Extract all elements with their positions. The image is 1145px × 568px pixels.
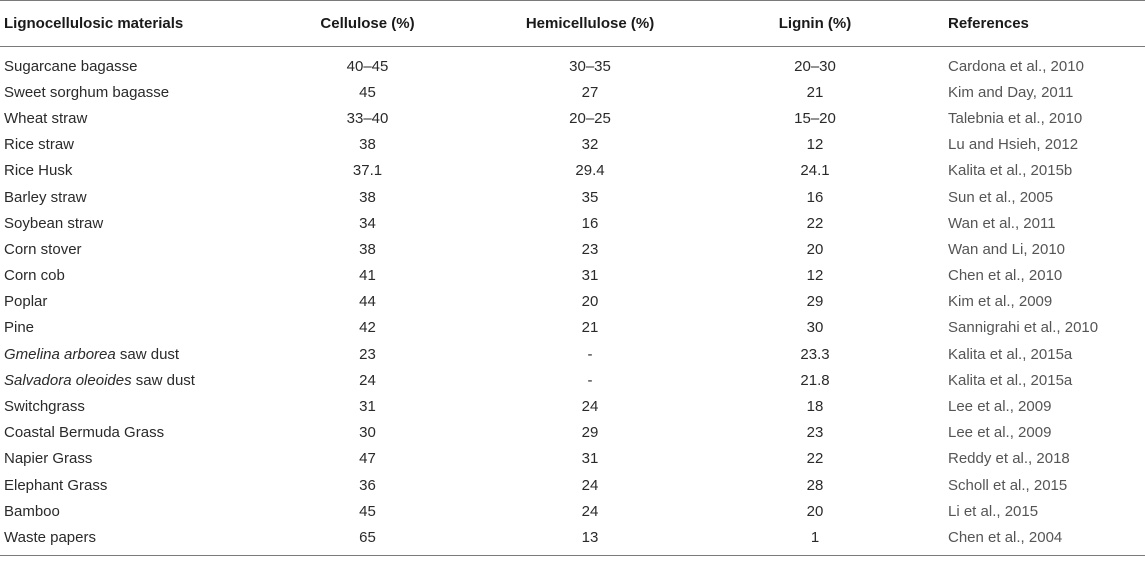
cell-cellulose: 38 (359, 188, 376, 206)
cell-material: Napier Grass (4, 450, 93, 468)
cell-hemicellulose: 13 (581, 528, 599, 546)
table-body (0, 47, 1145, 556)
cell-cellulose: 45 (359, 83, 376, 101)
cell-hemicellulose: 31 (581, 450, 599, 468)
table-row (0, 47, 1145, 80)
cell-hemicellulose: 27 (581, 83, 599, 101)
table-row (0, 498, 1145, 524)
cell-lignin: 15–20 (794, 109, 836, 127)
header-row (0, 1, 1145, 47)
cell-lignin: 20–30 (794, 57, 836, 75)
cell-reference: Chen et al., 2004 (948, 528, 1063, 546)
cell-reference: Chen et al., 2010 (948, 267, 1063, 285)
cell-reference: Lee et al., 2009 (948, 398, 1052, 416)
cell-material: Sweet sorghum bagasse (4, 83, 170, 101)
cell-lignin: 22 (806, 450, 824, 468)
cell-lignin: 22 (806, 214, 824, 232)
species-name: Gmelina arborea (4, 345, 116, 363)
table-row (0, 236, 1145, 262)
cell-lignin: 21 (806, 83, 824, 101)
table-row (0, 472, 1145, 498)
cell-material: Wheat straw (4, 109, 88, 127)
cell-reference: Lu and Hsieh, 2012 (948, 136, 1079, 154)
cell-cellulose: 44 (359, 293, 376, 311)
cell-hemicellulose: 20–25 (569, 109, 611, 127)
cell-cellulose: 40–45 (346, 57, 389, 75)
cell-reference: Reddy et al., 2018 (948, 450, 1070, 468)
table-row (0, 289, 1145, 315)
cell-cellulose: 37.1 (352, 162, 383, 180)
cell-lignin: 30 (806, 319, 824, 337)
table-row (0, 158, 1145, 184)
cell-material: Soybean straw (4, 214, 104, 232)
cell-lignin: 28 (806, 476, 824, 494)
cell-lignin: 23.3 (800, 345, 830, 363)
cell-lignin: 29 (806, 293, 824, 311)
cell-cellulose: 42 (359, 319, 376, 337)
header-material: Lignocellulosic materials (4, 15, 184, 32)
cell-reference: Sun et al., 2005 (948, 188, 1054, 206)
cell-hemicellulose: 31 (581, 267, 599, 285)
header-hemicellulose: Hemicellulose (%) (525, 15, 655, 32)
cell-reference: Talebnia et al., 2010 (948, 109, 1083, 127)
material-suffix: saw dust (131, 371, 195, 389)
cell-hemicellulose: 24 (581, 398, 599, 416)
cell-reference: Wan et al., 2011 (948, 214, 1056, 232)
cell-cellulose: 38 (359, 136, 376, 154)
cell-lignin: 1 (810, 528, 820, 546)
cell-material: Switchgrass (4, 398, 85, 416)
cell-material: Sugarcane bagasse (4, 57, 138, 75)
cell-cellulose: 45 (359, 502, 376, 520)
header-cellulose: Cellulose (%) (320, 15, 415, 32)
cell-material: Poplar (4, 293, 48, 311)
cell-cellulose: 24 (359, 371, 376, 389)
cell-hemicellulose: 30–35 (569, 57, 611, 75)
cell-reference: Kalita et al., 2015b (948, 162, 1073, 180)
cell-reference: Kim and Day, 2011 (948, 83, 1074, 101)
cell-cellulose: 33–40 (346, 109, 389, 127)
cell-lignin: 24.1 (800, 162, 830, 180)
table-row (0, 263, 1145, 289)
cell-lignin: 12 (806, 267, 824, 285)
cell-material: Pine (4, 319, 35, 337)
cell-lignin: 23 (806, 424, 824, 442)
cell-reference: Kalita et al., 2015a (948, 345, 1073, 363)
cell-hemicellulose: 24 (581, 476, 599, 494)
cell-hemicellulose: 23 (581, 240, 599, 258)
cell-hemicellulose: 20 (581, 293, 599, 311)
cell-material: Bamboo (4, 502, 60, 520)
cell-material: Rice Husk (4, 162, 73, 180)
cell-lignin: 18 (806, 398, 824, 416)
cell-hemicellulose: 24 (581, 502, 599, 520)
cell-lignin: 16 (806, 188, 824, 206)
cell-reference: Scholl et al., 2015 (948, 476, 1068, 494)
cell-lignin: 20 (806, 240, 824, 258)
cell-lignin: 12 (806, 136, 824, 154)
header-lignin: Lignin (%) (778, 15, 852, 32)
cell-lignin: 20 (806, 502, 824, 520)
cell-reference: Li et al., 2015 (948, 502, 1039, 520)
cell-hemicellulose: - (587, 371, 593, 389)
cell-cellulose: 31 (359, 398, 376, 416)
cell-cellulose: 47 (359, 450, 376, 468)
cell-cellulose: 65 (359, 528, 376, 546)
cell-material: Coastal Bermuda Grass (4, 424, 165, 442)
cell-hemicellulose: 35 (581, 188, 599, 206)
cell-reference: Sannigrahi et al., 2010 (948, 319, 1099, 337)
cell-hemicellulose: 32 (581, 136, 599, 154)
cell-reference: Kim et al., 2009 (948, 293, 1053, 311)
cell-material: Corn cob (4, 267, 65, 285)
table-row (0, 420, 1145, 446)
table-row (0, 341, 1145, 367)
table-row (0, 446, 1145, 472)
cell-hemicellulose: 16 (581, 214, 599, 232)
cell-cellulose: 34 (359, 214, 376, 232)
cell-material: Corn stover (4, 240, 82, 258)
cell-reference: Cardona et al., 2010 (948, 57, 1084, 75)
table-row (0, 524, 1145, 555)
header-references: References (948, 15, 1029, 32)
cell-reference: Wan and Li, 2010 (948, 240, 1066, 258)
cell-lignin: 21.8 (800, 371, 830, 389)
cell-cellulose: 36 (359, 476, 376, 494)
cell-material: Barley straw (4, 188, 87, 206)
table-row (0, 132, 1145, 158)
table-row (0, 210, 1145, 236)
table-row (0, 315, 1145, 341)
cell-material (0, 341, 245, 367)
cell-material (0, 367, 245, 393)
cell-cellulose: 23 (359, 345, 376, 363)
table-row (0, 79, 1145, 105)
species-name: Salvadora oleoides (4, 371, 132, 389)
cell-cellulose: 38 (359, 240, 376, 258)
cell-material: Rice straw (4, 136, 75, 154)
cell-material: Waste papers (4, 528, 96, 546)
table-row (0, 105, 1145, 131)
cell-cellulose: 41 (359, 267, 376, 285)
table-row (0, 184, 1145, 210)
cell-reference: Kalita et al., 2015a (948, 371, 1073, 389)
cell-hemicellulose: - (587, 345, 593, 363)
cell-hemicellulose: 29.4 (575, 162, 605, 180)
cell-cellulose: 30 (359, 424, 376, 442)
cell-material: Elephant Grass (4, 476, 108, 494)
table-header (0, 1, 1145, 47)
cell-hemicellulose: 21 (581, 319, 599, 337)
cell-reference: Lee et al., 2009 (948, 424, 1052, 442)
table-row (0, 367, 1145, 393)
material-suffix: saw dust (115, 345, 180, 363)
table-row (0, 393, 1145, 419)
cell-hemicellulose: 29 (581, 424, 599, 442)
